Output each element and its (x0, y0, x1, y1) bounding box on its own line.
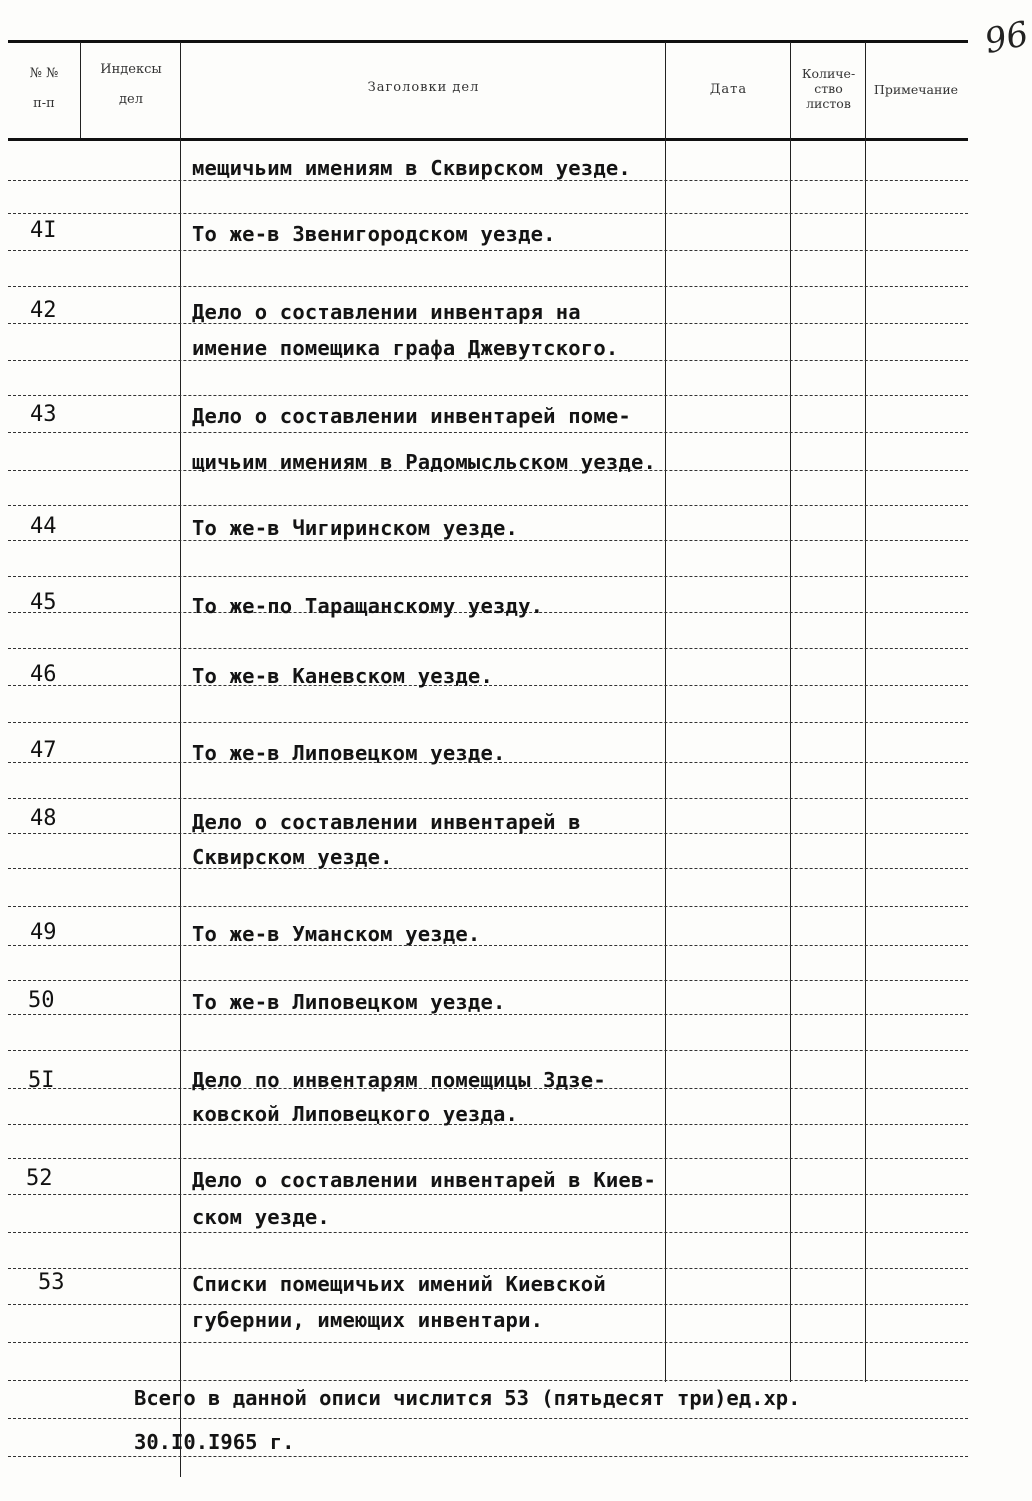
header-titles-cell: Заголовки дел (367, 80, 480, 95)
entry-title-line: мещичьим имениям в Сквирском уезде. (192, 156, 631, 180)
ruled-line (8, 505, 968, 506)
header-num-line1: № № (29, 66, 59, 81)
page-number: 96 (981, 13, 1032, 63)
entry-number: 42 (30, 298, 57, 323)
entry-title-line: Дело о составлении инвентарей в (192, 810, 581, 834)
ruled-line (8, 213, 968, 214)
column-divider-sheets (865, 42, 866, 1382)
entry-title-line: То же-в Каневском уезде. (192, 664, 494, 688)
entry-number: 48 (30, 806, 57, 831)
inventory-date: 30.I0.I965 г. (134, 1430, 295, 1454)
header-bottom-border (8, 138, 968, 141)
ruled-line (8, 250, 968, 251)
table-top-border (8, 40, 968, 43)
ruled-line (8, 1342, 968, 1343)
column-divider-titles (665, 42, 666, 1382)
entry-title-line: Дело о составлении инвентарей поме- (192, 404, 631, 428)
entry-title-line: щичьим имениям в Радомысльском уезде. (192, 450, 657, 474)
ruled-line (8, 576, 968, 577)
entry-number: 53 (38, 1270, 65, 1295)
entry-number: 5I (28, 1068, 55, 1093)
entry-title-line: ском уезде. (192, 1205, 330, 1229)
ruled-line (8, 722, 968, 723)
entry-title-line: То же-в Липовецком уезде. (192, 990, 506, 1014)
entry-number: 46 (30, 662, 57, 687)
ruled-line (8, 1158, 968, 1159)
ruled-line (8, 648, 968, 649)
ruled-line (8, 395, 968, 396)
ruled-line (8, 1232, 968, 1233)
ruled-line (8, 540, 968, 541)
column-divider-num (80, 42, 81, 138)
entry-title-line: губернии, имеющих инвентари. (192, 1308, 544, 1332)
header-sheets-line3: листов (806, 96, 851, 111)
ruled-line (8, 906, 968, 907)
entry-title-line: То же-в Уманском уезде. (192, 922, 481, 946)
header-index-cell (82, 62, 180, 109)
entry-title-line: То же-в Звенигородском уезде. (192, 222, 556, 246)
header-num-line2: п-п (33, 96, 55, 112)
entry-number: 50 (28, 988, 55, 1013)
entry-number: 44 (30, 514, 57, 539)
header-notes-cell: Примечание (873, 82, 959, 97)
column-divider-date (790, 42, 791, 1382)
entry-title-line: Списки помещичьих имений Киевской (192, 1272, 606, 1296)
entry-number: 45 (30, 590, 57, 615)
entry-number: 4I (30, 218, 57, 243)
ruled-line (8, 980, 968, 981)
ruled-line (8, 1050, 968, 1051)
ruled-line (8, 360, 968, 361)
header-sheets-line1: Количе- (801, 66, 856, 81)
ruled-line (8, 798, 968, 799)
entry-title-line: Сквирском уезде. (192, 845, 393, 869)
entry-title-line: ковской Липовецкого уезда. (192, 1102, 519, 1126)
header-index-line1: Индексы (100, 62, 162, 77)
ruled-line (8, 1194, 968, 1195)
entry-title-line: То же-в Чигиринском уезде. (192, 516, 519, 540)
ruled-line (8, 945, 968, 946)
entry-title-line: Дело о составлении инвентаря на (192, 300, 581, 324)
column-divider-index (180, 42, 181, 1477)
header-sheets-line2: ство (814, 81, 843, 96)
entry-title-line: То же-по Таращанскому уезду. (192, 594, 544, 618)
ruled-line (8, 432, 968, 433)
header-num-cell (8, 66, 80, 113)
entry-number: 43 (30, 402, 57, 427)
entry-number: 52 (26, 1166, 53, 1191)
ruled-line (8, 1268, 968, 1269)
entry-title-line: Дело по инвентарям помещицы Здзе- (192, 1068, 606, 1092)
ruled-line (8, 1304, 968, 1305)
entry-title-line: То же-в Липовецком уезде. (192, 741, 506, 765)
ruled-line (8, 1456, 968, 1457)
header-sheets-cell (792, 66, 865, 111)
entry-number: 47 (30, 738, 57, 763)
ruled-line (8, 1418, 968, 1419)
total-summary: Всего в данной описи числится 53 (пятьдесят три)ед.хр. (134, 1386, 801, 1410)
entry-title-line: Дело о составлении инвентарей в Киев- (192, 1168, 657, 1192)
header-index-line2: дел (119, 92, 143, 108)
ruled-line (8, 180, 968, 181)
entry-number: 49 (30, 920, 57, 945)
header-date-cell: Дата (709, 82, 748, 97)
ruled-line (8, 1380, 968, 1381)
ruled-line (8, 286, 968, 287)
ruled-line (8, 868, 968, 869)
ruled-line (8, 1014, 968, 1015)
entry-title-line: имение помещика графа Джевутского. (192, 336, 619, 360)
